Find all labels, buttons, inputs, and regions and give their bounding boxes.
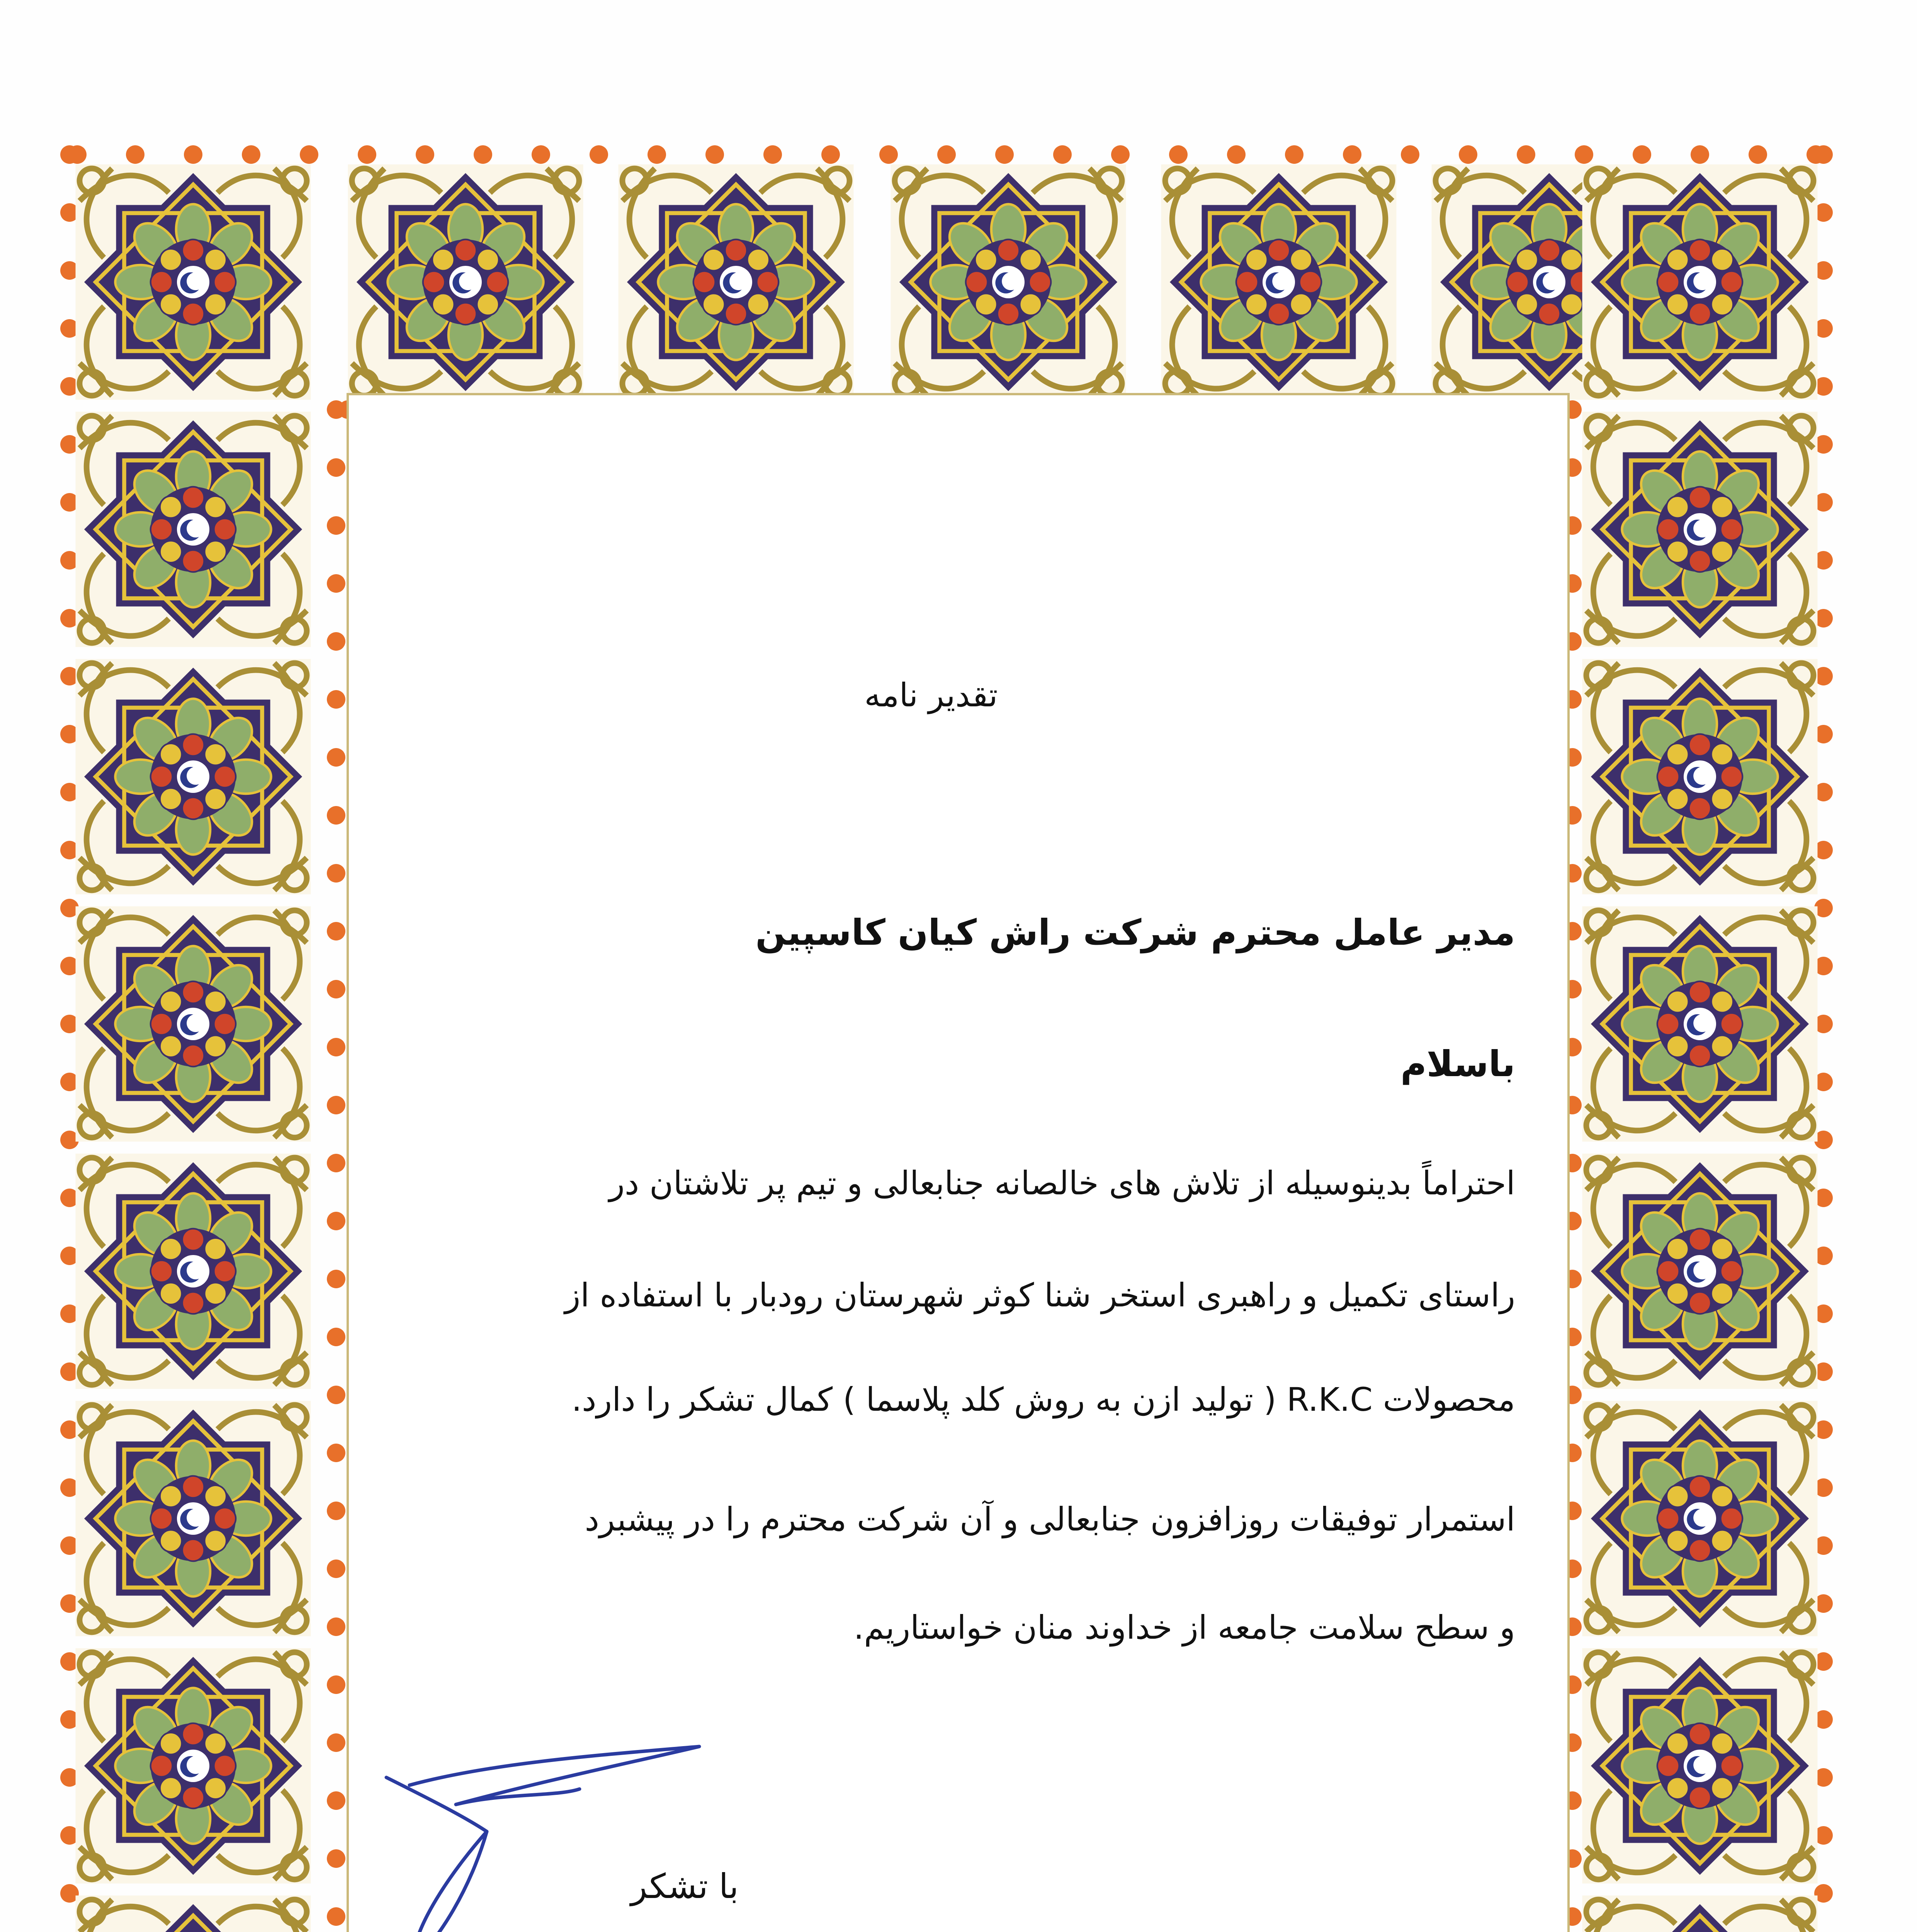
border-tile (1582, 165, 1818, 400)
border-dot (327, 1502, 345, 1520)
border-dot (327, 748, 345, 767)
border-dot (763, 145, 782, 164)
border-tile (1582, 1896, 1818, 1932)
border-dot (590, 145, 608, 164)
border-dot (532, 145, 550, 164)
border-dot (821, 145, 840, 164)
border-dot (474, 145, 492, 164)
border-dot (327, 1849, 345, 1868)
body-line: محصولات R.K.C ( تولید ازن به روش کلد پلاسما ) کمال تشکر را دارد. (571, 1381, 1515, 1418)
border-tile (76, 659, 311, 895)
border-dot (1749, 145, 1767, 164)
body-line: استمرار توفیقات روزافزون جنابعالی و آن شرکت محترم را در پیشبرد (585, 1500, 1515, 1538)
body-line: احتراماً بدینوسیله از تلاش های خالصانه جنابعالی و تیم پر تلاشتان در (609, 1164, 1515, 1202)
border-dot (327, 516, 345, 535)
border-tile (76, 412, 311, 647)
border-dot (327, 1791, 345, 1810)
border-dot (327, 690, 345, 709)
border-dot (327, 1907, 345, 1926)
border-dot (1575, 145, 1593, 164)
border-dot (327, 1733, 345, 1752)
border-tile (1582, 1648, 1818, 1884)
border-dot (327, 1675, 345, 1694)
border-dot (647, 145, 666, 164)
border-dot (1227, 145, 1246, 164)
border-dot (1633, 145, 1651, 164)
border-dot (1285, 145, 1303, 164)
border-dot (416, 145, 434, 164)
border-dot (327, 632, 345, 651)
border-dot (327, 1386, 345, 1404)
border-tile (1582, 412, 1818, 647)
border-dot (327, 806, 345, 825)
border-dot (995, 145, 1014, 164)
closing-phrase: با تشکر (631, 1866, 739, 1906)
border-dot (1459, 145, 1477, 164)
border-dot (327, 1617, 345, 1636)
border-dot (327, 1212, 345, 1230)
border-tile (76, 1648, 311, 1884)
border-dot (327, 1328, 345, 1346)
border-tile (76, 906, 311, 1142)
border-dot (327, 980, 345, 998)
border-dot (300, 145, 318, 164)
border-tile (1582, 906, 1818, 1142)
body-line: راستای تکمیل و راهبری استخر شنا کوثر شهرستان رودبار با استفاده از (564, 1276, 1515, 1314)
border-dot (327, 1444, 345, 1462)
border-tile (1161, 165, 1397, 400)
border-tile (76, 165, 311, 400)
border-tile (348, 165, 583, 400)
border-tile (76, 1154, 311, 1389)
border-dot (937, 145, 956, 164)
border-dot (126, 145, 144, 164)
border-dot (327, 458, 345, 477)
border-dot (327, 1270, 345, 1288)
border-tile (891, 165, 1126, 400)
border-dot (1401, 145, 1419, 164)
border-tile (76, 1401, 311, 1636)
border-tile (619, 165, 854, 400)
border-dot (1691, 145, 1709, 164)
body-line: و سطح سلامت جامعه از خداوند منان خواستاریم. (853, 1609, 1515, 1646)
border-dot (327, 400, 345, 419)
border-dot (705, 145, 724, 164)
border-dot (1111, 145, 1130, 164)
recipient-line: مدیر عامل محترم شرکت راش کیان کاسپین (755, 912, 1515, 953)
border-tile (1582, 1401, 1818, 1636)
letter-title: تقدیر نامه (864, 676, 998, 714)
border-dot (327, 922, 345, 940)
border-dot (327, 864, 345, 883)
border-dot (358, 145, 376, 164)
border-dot (327, 1096, 345, 1114)
border-dot (1169, 145, 1188, 164)
border-dot (327, 574, 345, 593)
border-dot (327, 1154, 345, 1172)
border-tile (1582, 1154, 1818, 1389)
border-dot (1517, 145, 1535, 164)
border-dot (184, 145, 202, 164)
border-dot (1343, 145, 1361, 164)
greeting: باسلام (1400, 1043, 1515, 1085)
border-dot (1053, 145, 1072, 164)
border-tile (76, 1896, 311, 1932)
border-dot (242, 145, 260, 164)
border-dot (327, 1038, 345, 1056)
border-dot (879, 145, 898, 164)
border-tile (1582, 659, 1818, 895)
border-dot (1814, 145, 1833, 164)
border-dot (60, 145, 79, 164)
border-dot (327, 1560, 345, 1578)
